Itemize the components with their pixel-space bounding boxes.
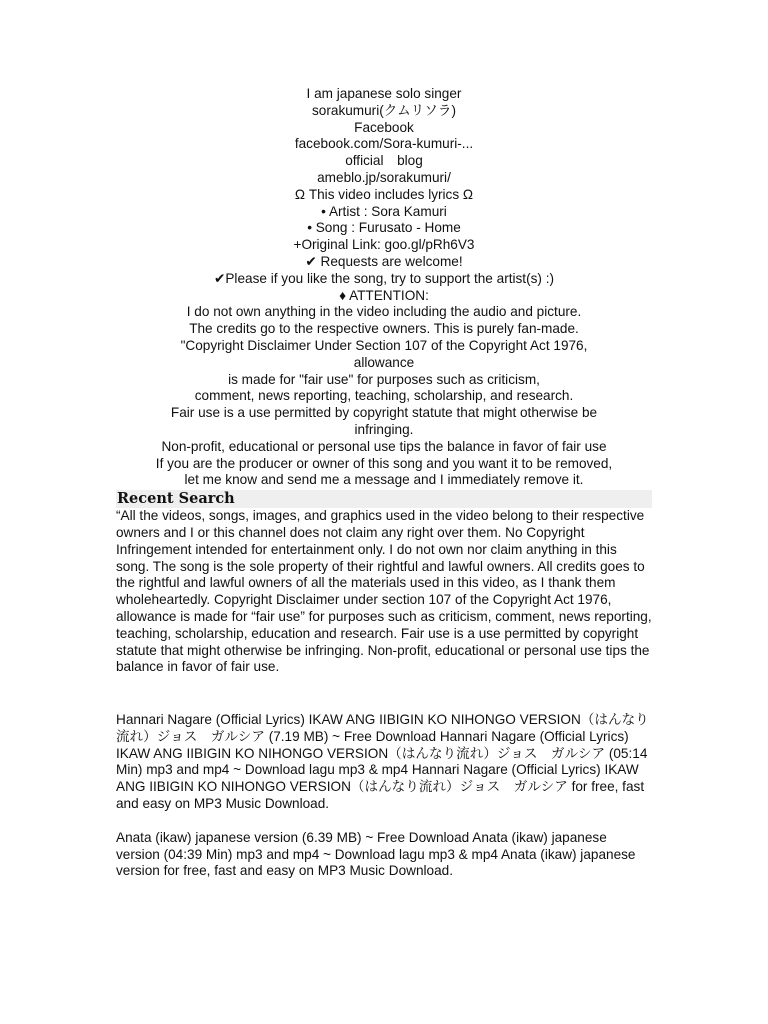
spacer <box>116 813 652 830</box>
spacer <box>116 676 652 712</box>
disclaimer-paragraph: “All the videos, songs, images, and graphics used in the video belong to their respective owners and I or this channel does not claim any right over them. No Copyright Infringement intended for entertainment only. I do not own nor claim anything in this song. The song is the sole property of their rightful and lawful owners. All credits goes to the rightful and lawful owners of all the materials used in this video, as I thank them wholeheartedly. Copyright Disclaimer under section 107 of the Copyright Act 1976, allowance is made for “fair use” for purposes such as criticism, comment, news reporting, teaching, scholarship, education and research. Fair use is a use permitted by copyright statute that might otherwise be infringing. Non-profit, educational or personal use tips the balance in favor of fair use. <box>116 508 652 675</box>
intro-line: ♦ ATTENTION: <box>339 287 429 303</box>
intro-line: • Artist : Sora Kamuri <box>321 203 447 219</box>
intro-line: Ω This video includes lyrics Ω <box>294 186 474 202</box>
intro-line: infringing. <box>354 421 414 437</box>
song-entry: Anata (ikaw) japanese version (6.39 MB) ~ Free Download Anata (ikaw) japanese version (04:39 Min) mp3 and mp4 ~ Download lagu mp3 & mp4 Anata (ikaw) japanese version for free, fast and easy on MP3 Music Download. <box>116 829 636 879</box>
intro-line: ameblo.jp/sorakumuri/ <box>317 169 451 185</box>
intro-line: Fair use is a use permitted by copyright statute that might otherwise be <box>170 405 598 421</box>
intro-line: ✔Please if you like the song, try to support the artist(s) :) <box>213 270 555 286</box>
intro-line: facebook.com/Sora-kumuri-... <box>294 136 474 152</box>
intro-line: If you are the producer or owner of this song and you want it to be removed, <box>155 455 613 471</box>
recent-search-heading: Recent Search <box>116 490 652 508</box>
intro-line: Facebook <box>354 119 414 135</box>
intro-line: I do not own anything in the video including the audio and picture. <box>186 304 582 320</box>
intro-line: I am japanese solo singer <box>306 86 462 101</box>
document-page <box>116 86 652 880</box>
intro-line: • Song : Furusato - Home <box>307 220 461 236</box>
intro-line: +Original Link: goo.gl/pRh6V3 <box>293 237 475 253</box>
intro-block <box>116 86 652 489</box>
intro-line: let me know and send me a message and I immediately remove it. <box>184 472 584 488</box>
intro-line: "Copyright Disclaimer Under Section 107 of the Copyright Act 1976, <box>180 337 588 353</box>
intro-line: The credits go to the respective owners. This is purely fan-made. <box>189 321 579 337</box>
intro-line: ✔ Requests are welcome! <box>305 253 463 269</box>
intro-line: allowance <box>353 354 415 370</box>
intro-line: Non-profit, educational or personal use tips the balance in favor of fair use <box>161 438 607 454</box>
intro-line: sorakumuri(クムリソラ) <box>312 102 456 118</box>
intro-line: comment, news reporting, teaching, scholarship, and research. <box>194 388 574 404</box>
intro-line: is made for "fair use" for purposes such as criticism, <box>228 371 540 387</box>
song-entry: Hannari Nagare (Official Lyrics) IKAW ANG IIBIGIN KO NIHONGO VERSION（はんなり流れ）ジョス ガルシア (7.19 MB) ~ Free Download Hannari Nagare (Official Lyrics) IKAW ANG IIBIGIN KO NIHONGO VERSION（はんなり流れ）ジョス ガルシア (05:14 Min) mp3 and mp4 ~ Download lagu mp3 & mp4 Hannari Nagare (Official Lyrics) IKAW ANG IIBIGIN KO NIHONGO VERSION（はんなり流れ）ジョス ガルシア for free, fast and easy on MP3 Music Download. <box>116 712 649 812</box>
intro-line: official blog <box>345 153 423 169</box>
